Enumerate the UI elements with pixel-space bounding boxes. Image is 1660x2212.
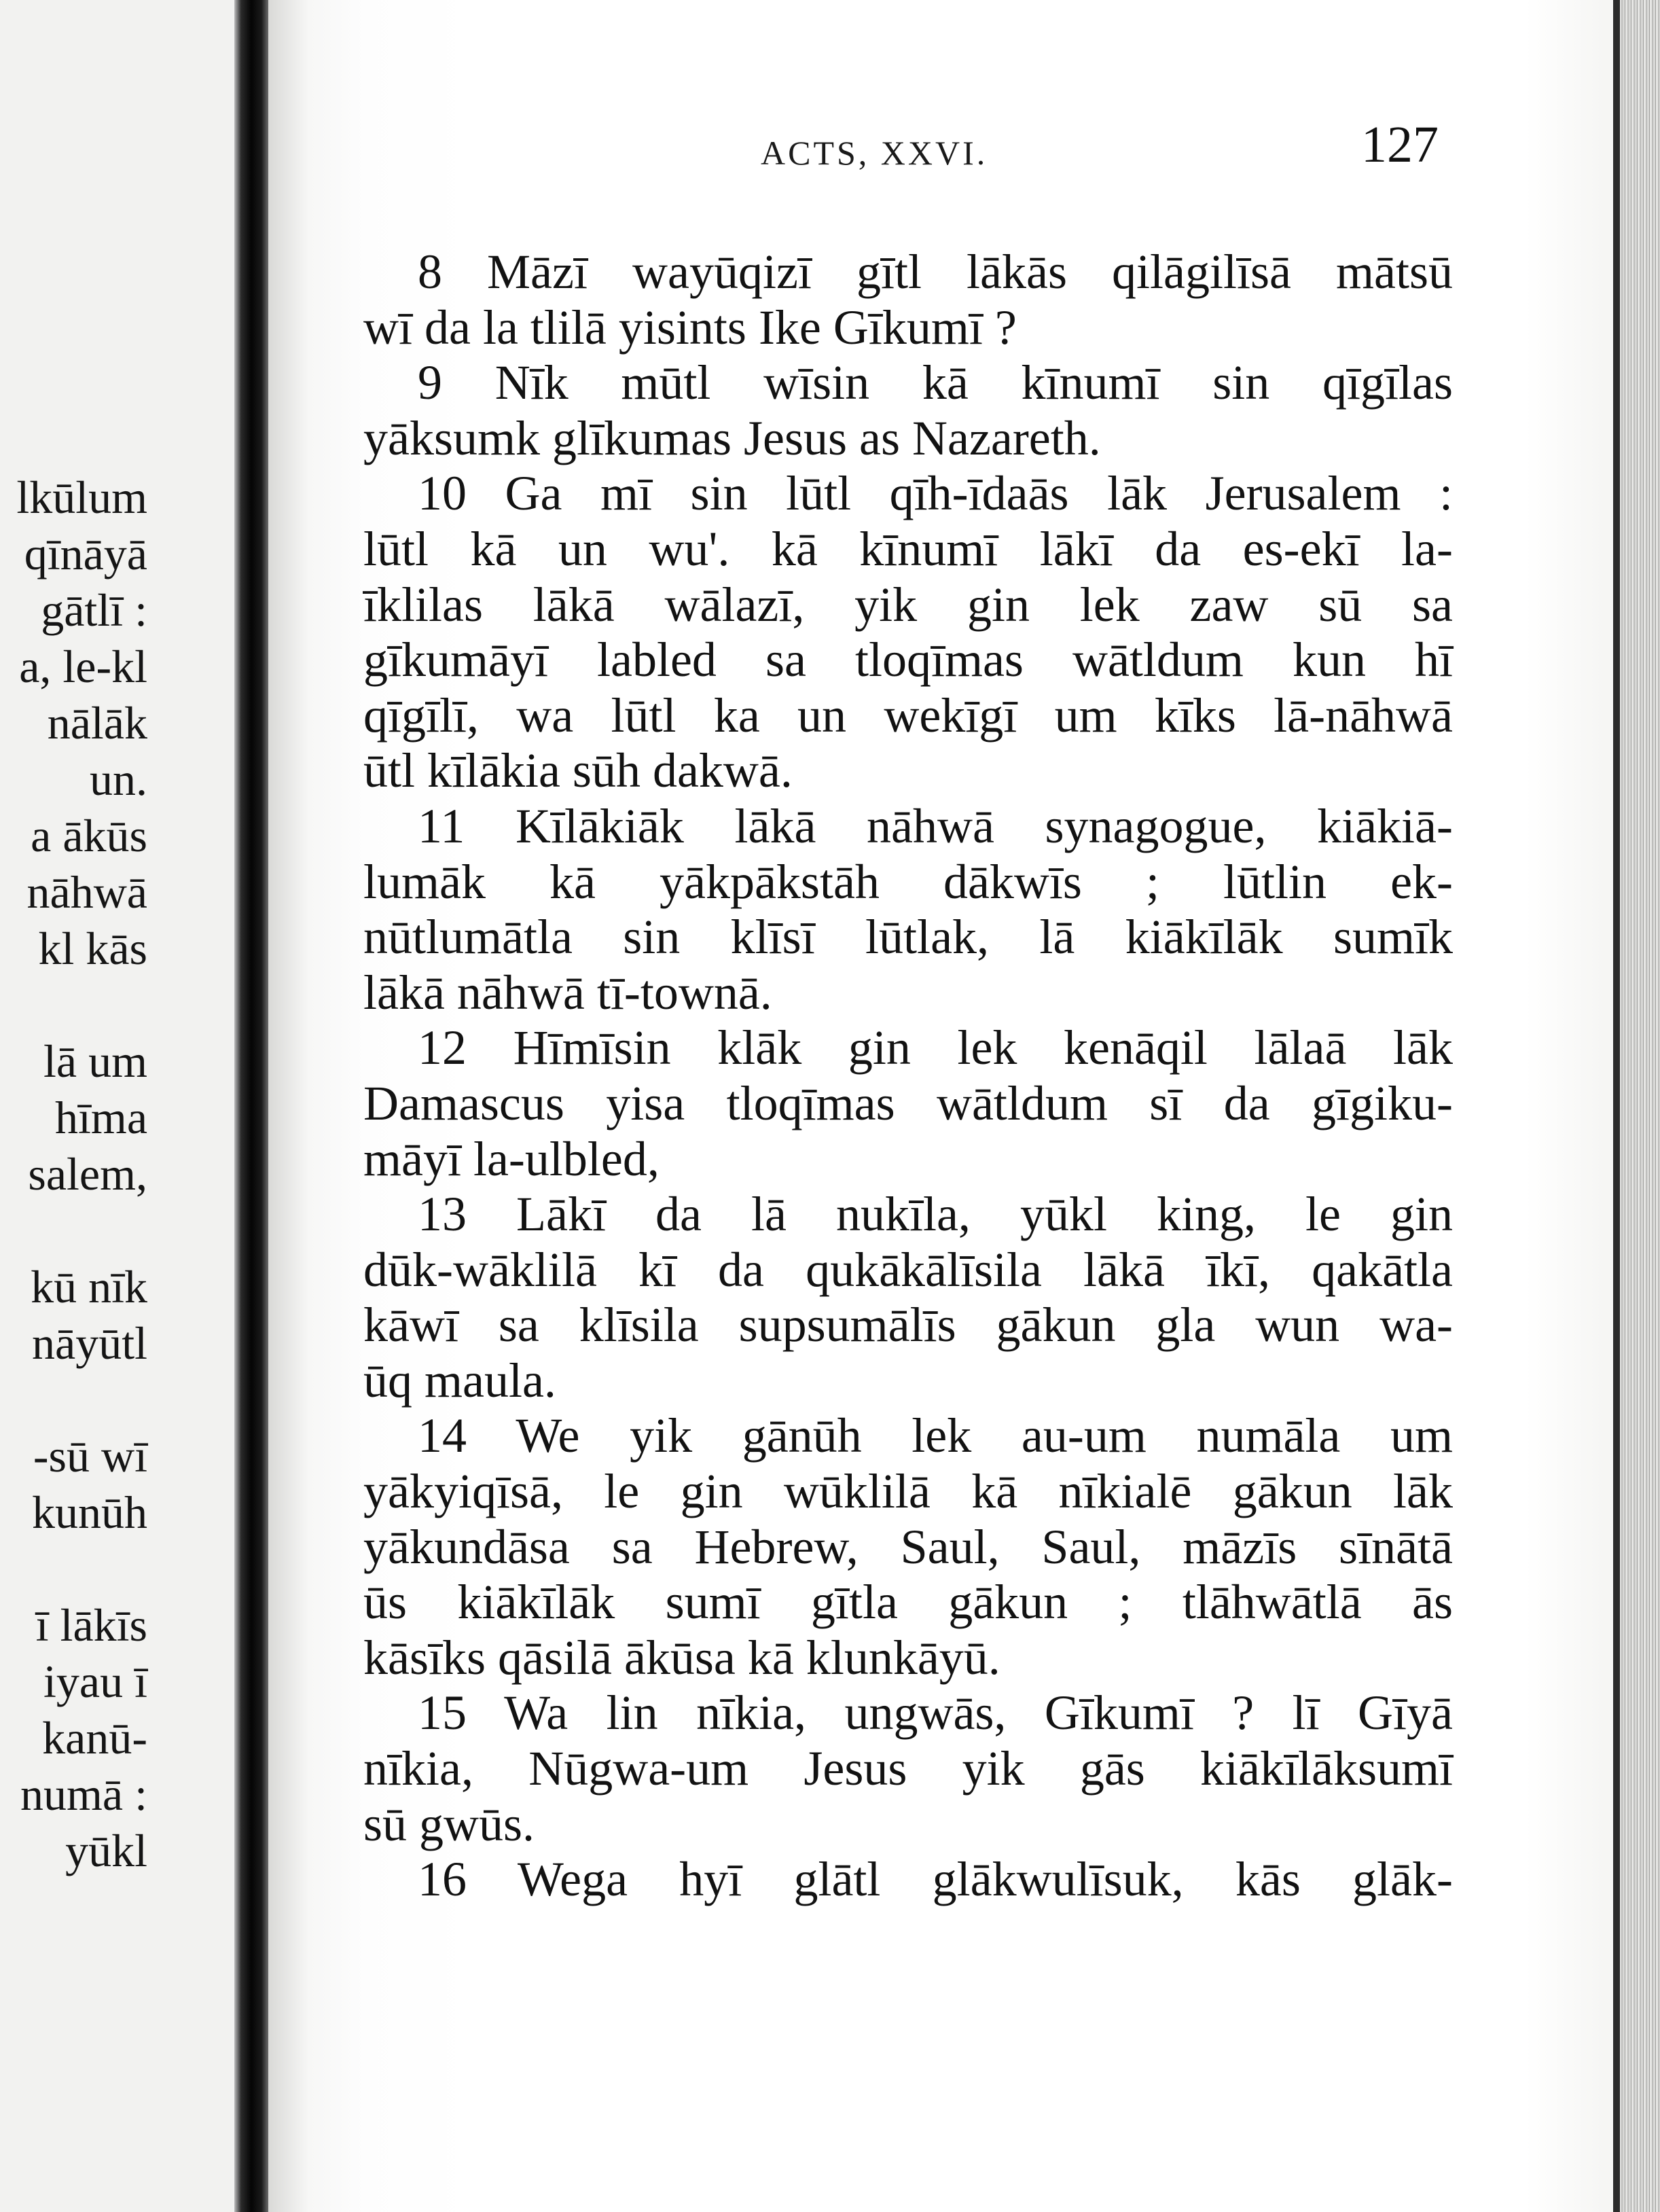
verse-line: gīkumāyī labled sa tloqīmas wātldum kun hī — [363, 632, 1453, 688]
verse-line: 12 Hīmīsin klāk gin lek kenāqil lālaā lāk — [418, 1020, 1453, 1075]
verse-line: ūtl kīlākia sūh dakwā. — [363, 743, 793, 798]
verse-line: yākyiqīsā, le gin wūklilā kā nīkialē gākun lāk — [363, 1464, 1453, 1519]
verse-line: 9 Nīk mūtl wīsin kā kīnumī sin qīgīlas — [418, 355, 1453, 410]
verse-line: 16 Wega hyī glātl glākwulīsuk, kās glāk- — [418, 1852, 1453, 1907]
left-page-line: kunūh — [32, 1486, 147, 1538]
left-page-line: yūkl — [65, 1825, 147, 1876]
left-page-line: nālāk — [47, 697, 147, 749]
left-page-line: ī lākīs — [35, 1599, 147, 1651]
verse-line: yākundāsa sa Hebrew, Saul, Saul, māzīs sīnātā — [363, 1519, 1453, 1574]
verse-line: 15 Wa lin nīkia, ungwās, Gīkumī ? lī Gīyā — [418, 1685, 1453, 1741]
verse-line: nūtlumātla sin klīsī lūtlak, lā kiākīlāk sumīk — [363, 910, 1453, 965]
page-number: 127 — [1361, 116, 1439, 173]
verse-line: nīkia, Nūgwa-um Jesus yik gās kiākīlāksumī — [363, 1741, 1453, 1796]
left-page-line: a, le-kl — [19, 641, 147, 692]
left-page-line: kl kās — [38, 923, 147, 974]
verse-line: wī da la tlilā yisints Ike Gīkumī ? — [363, 300, 1017, 355]
left-page-line: qīnāyā — [24, 528, 147, 579]
left-page-line: kanū- — [42, 1712, 147, 1764]
left-page-line: a ākūs — [31, 810, 147, 861]
verse-line: 13 Lākī da lā nukīla, yūkl king, le gin — [418, 1187, 1453, 1242]
verse-line: lākā nāhwā tī-townā. — [363, 965, 772, 1020]
left-page-line: hīma — [55, 1092, 147, 1143]
left-page-line: nāhwā — [26, 866, 147, 918]
verse-line: māyī la-ulbled, — [363, 1131, 660, 1186]
page-edges — [1613, 0, 1660, 2212]
verse-line: dūk-wāklilā kī da qukākālīsila lākā īkī, qakātla — [363, 1242, 1453, 1297]
book-gutter — [234, 0, 268, 2212]
left-page-line: -sū wī — [33, 1430, 147, 1482]
verse-line: kāsīks qāsilā ākūsa kā klunkāyū. — [363, 1630, 1000, 1685]
verse-line: ūs kiākīlāk sumī gītla gākun ; tlāhwātlā ās — [363, 1575, 1453, 1630]
verse-line: lūtl kā un wu'. kā kīnumī lākī da es-ekī la- — [363, 521, 1453, 576]
verse-line: ūq maula. — [363, 1353, 556, 1408]
verse-line: 10 Ga mī sin lūtl qīh-īdaās lāk Jerusalem : — [418, 466, 1453, 521]
verse-line: 11 Kīlākiāk lākā nāhwā synagogue, kiākiā- — [418, 798, 1453, 853]
verse-line: 8 Māzī wayūqizī gītl lākās qilāgilīsā mātsū — [418, 245, 1453, 299]
left-page-line: lā um — [43, 1035, 147, 1087]
left-page-line: salem, — [28, 1148, 147, 1200]
left-page-line: nāyūtl — [32, 1317, 147, 1369]
left-page-line: kū nīk — [31, 1261, 147, 1313]
body-text — [363, 245, 1453, 1908]
left-page-line: lkūlum — [16, 471, 147, 523]
verse-line: Damascus yisa tloqīmas wātldum sī da gīgiku- — [363, 1075, 1453, 1130]
left-page-line: iyau ī — [43, 1656, 147, 1707]
verse-line: qīgīlī, wa lūtl ka un wekīgī um kīks lā-nāhwā — [363, 688, 1453, 743]
verse-line: kāwī sa klīsila supsumālīs gākun gla wun wa- — [363, 1298, 1453, 1353]
verse-line: lumāk kā yākpākstāh dākwīs ; lūtlin ek- — [363, 854, 1453, 909]
left-page-line: gātlī : — [41, 584, 147, 636]
left-page-line: un. — [90, 753, 147, 805]
verse-line: 14 We yik gānūh lek au-um numāla um — [418, 1408, 1453, 1463]
verse-line: īklilas lākā wālazī, yik gin lek zaw sū sa — [363, 577, 1453, 632]
verse-line: sū gwūs. — [363, 1796, 535, 1851]
left-page-line: numā : — [20, 1768, 147, 1820]
left-facing-page — [0, 0, 234, 2212]
verse-line: yāksumk glīkumas Jesus as Nazareth. — [363, 410, 1101, 465]
running-head: ACTS, XXVI. — [761, 134, 988, 172]
